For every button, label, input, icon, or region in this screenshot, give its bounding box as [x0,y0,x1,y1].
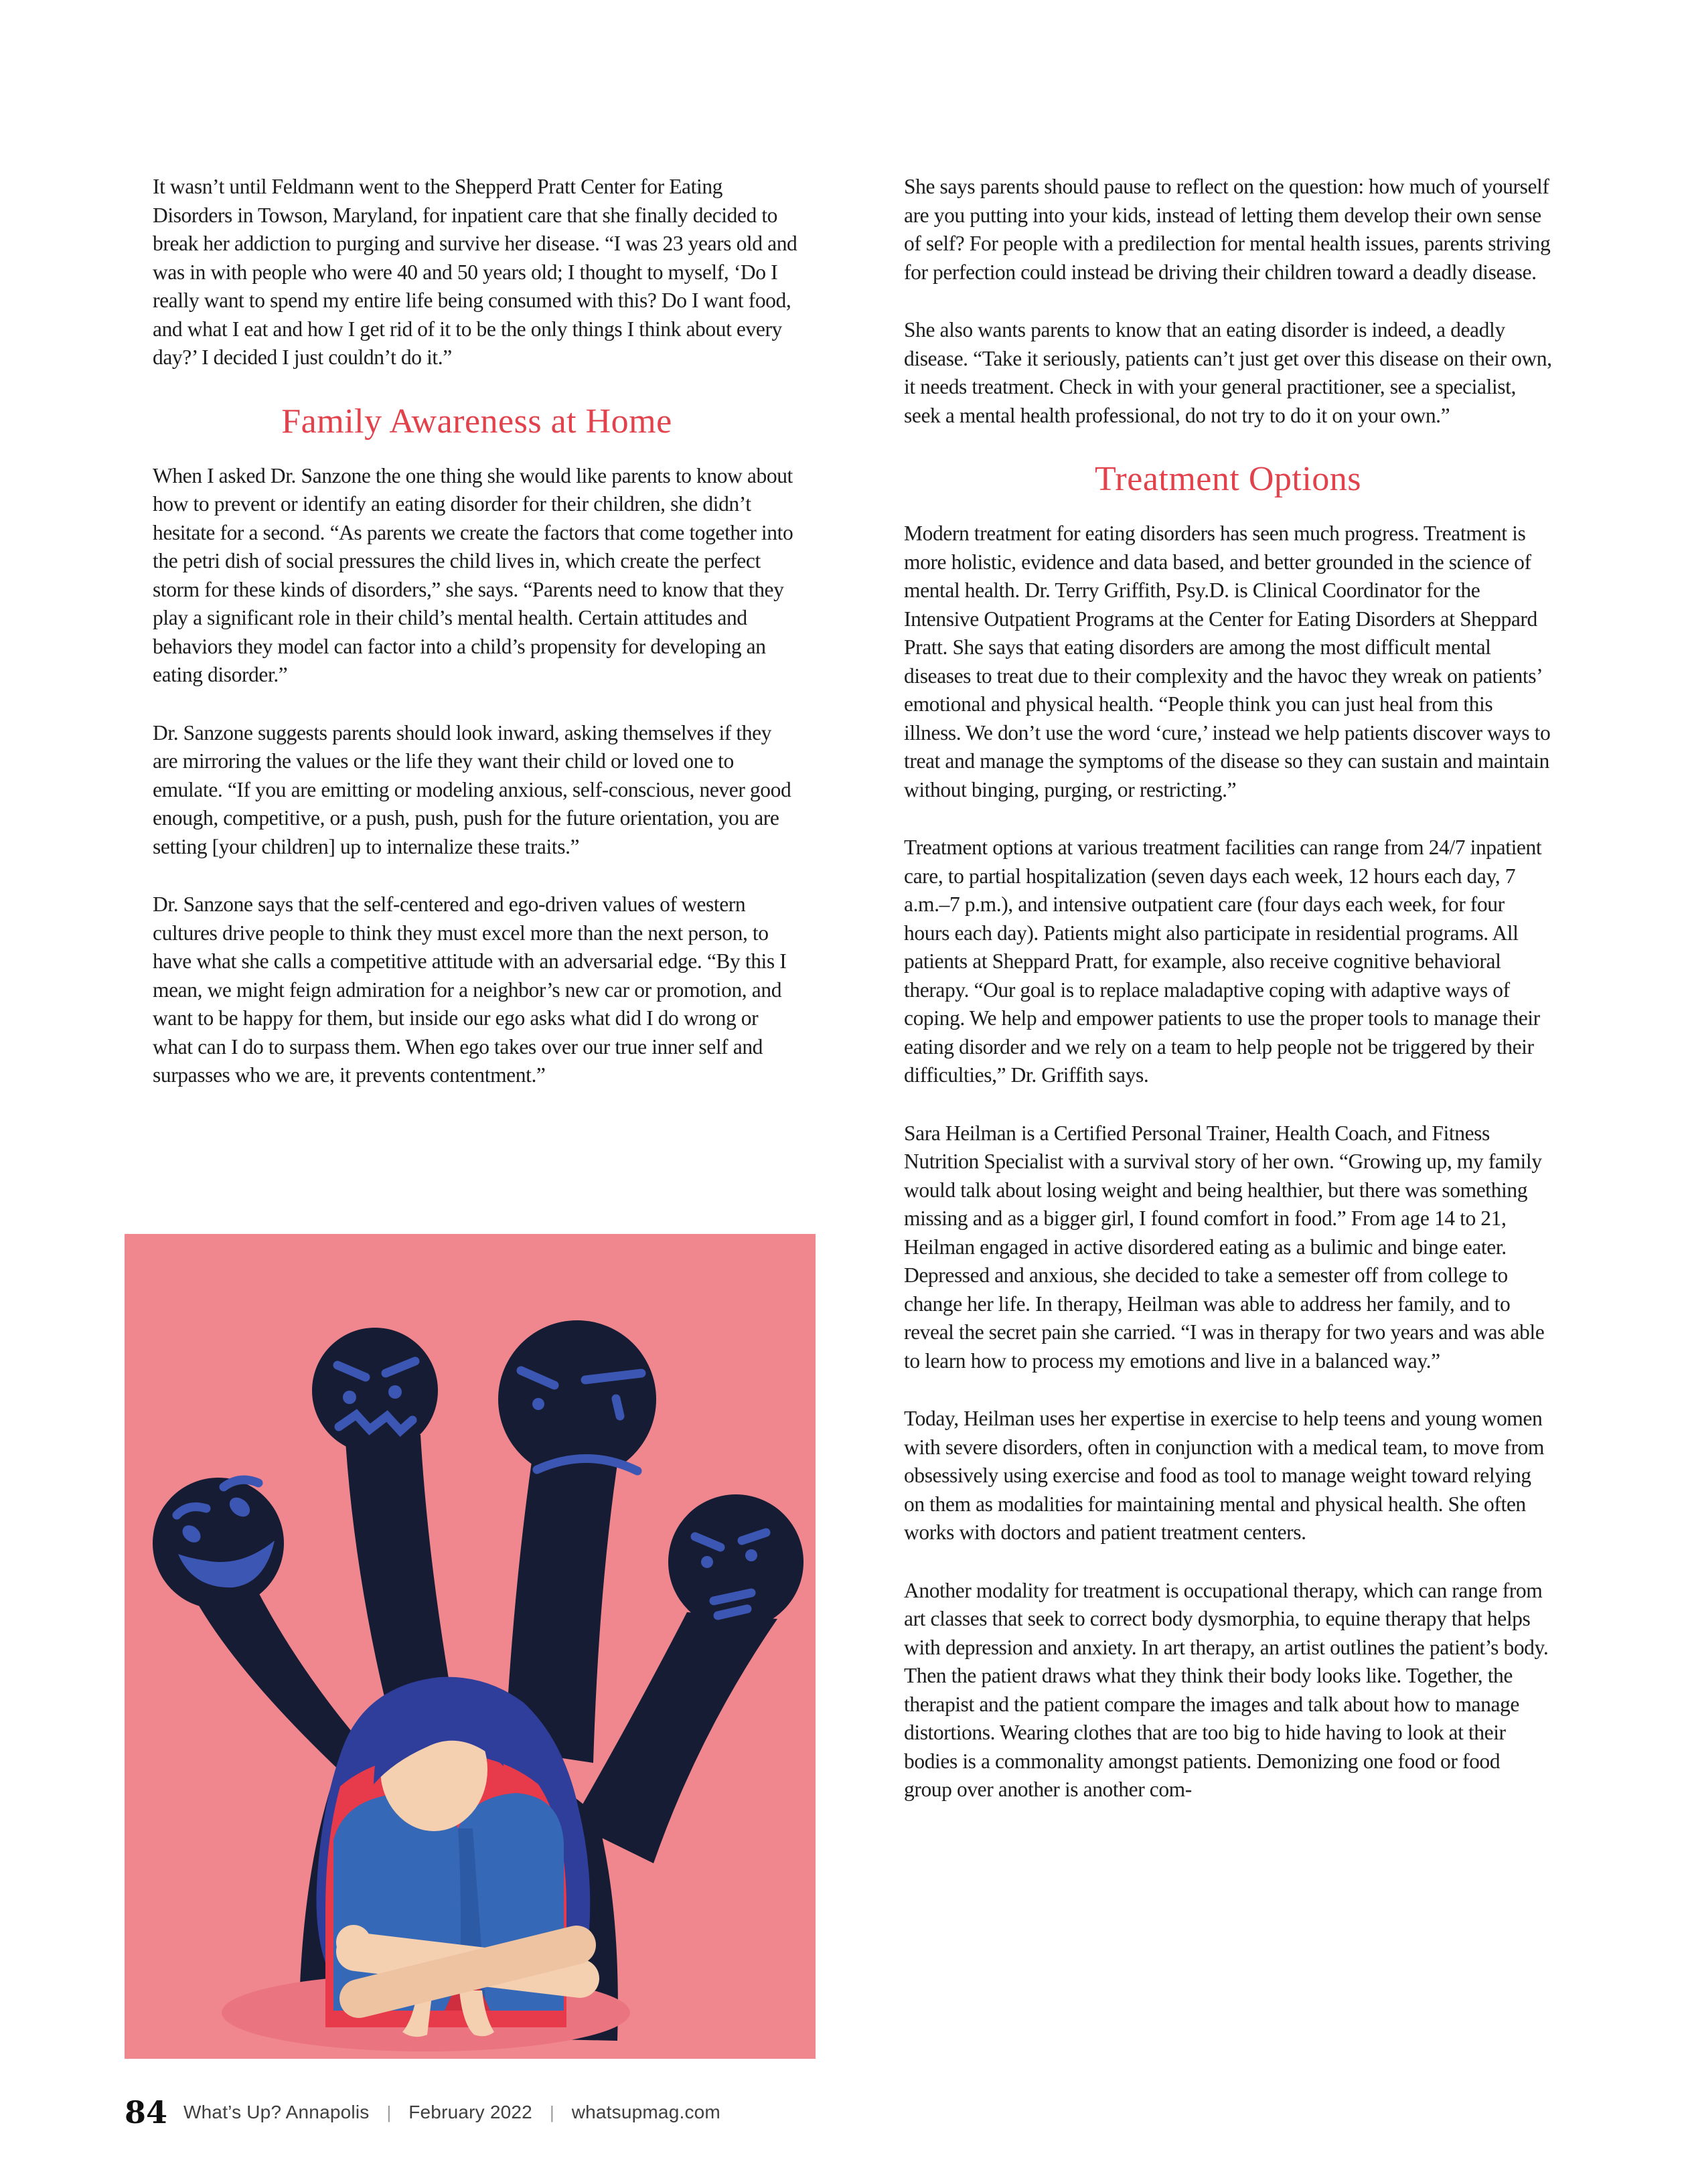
paragraph-sanzone-look-inward: Dr. Sanzone suggests parents should look inward, asking themselves if they are mirroring the values or the life they want their child or loved one to emulate. “If you are emitting or modeling anxious, self-conscious, never good enough, competitive, or a push, push, push for the future orientation, you are setting [your children] up to internalize these traits.” [153,720,791,858]
paragraph-occupational-therapy: Another modality for treatment is occupational therapy, which can range from art classes that seek to correct body dysmorphia, to equine therapy that helps with depression and anxiety. In art therapy, an artist outlines the patient’s body. Then the patient draws what they think their body looks like. Together, the therapist and the patient compare the images and talk about how to manage distortions. Wearing clothes that are too big to hide having to look at their bodies is a commonality amongst patients. Demonizing one food or food group over another is another com- [904,1578,1549,1801]
paragraph-treatment-facilities: Treatment options at various treatment facilities can range from 24/7 inpatient care, to partial hospitalization (seven days each week, 12 hours each day, 7 a.m.–7 p.m.), and intensive outpatient care (four days each week, for four hours each day). Patients might also participate in residential programs. All patients at Sheppard Pratt, for example, also receive cognitive behavioral therapy. “Our goal is to replace maladaptive coping with adaptive ways of coping. We help and empower patients to use the proper tools to manage their eating disorder and we rely on a team to help people not be triggered by their difficulties,” Dr. Griffith says. [904,836,1542,1087]
smirking-face-eye-left-icon [701,1556,713,1568]
footer-magazine-name: What’s Up? Annapolis [183,2102,370,2122]
footer-website: whatsupmag.com [571,2102,720,2122]
footer-separator: | [386,2102,392,2122]
right-column [904,173,1552,1834]
paragraph-sara-heilman: Sara Heilman is a Certified Personal Trainer, Health Coach, and Fitness Nutrition Specialist with a survival story of her own. “Growing up, my family would talk about losing weight and being healthier, but there was something missing and as a bigger girl, I found comfort in food.” From age 14 to 21, Heilman engaged in active disordered eating as a bulimic and binge eater. Depressed and anxious, she decided to take a semester off from college to change her life. In therapy, Heilman was able to address her family, and to reveal the secret pain she carried. “I was in therapy for two years and was able to learn how to process my emotions and live in a balanced way.” [904,1121,1545,1373]
paragraph-modern-treatment: Modern treatment for eating disorders has seen much progress. Treatment is more holistic, evidence and data based, and better grounded in the science of mental health. Dr. Terry Griffith, Psy.D. is Clinical Coordinator for the Intensive Outpatient Programs at the Center for Eating Disorders at Sheppard Pratt. She says that eating disorders are among the most difficult mental diseases to treat due to their complexity and the havoc they wreak on patients’ emotional and physical health. “People think you can just heal from this illness. We don’t use the word ‘cure,’ instead we help patients discover ways to treat and manage the symptoms of the disease so they can sustain and maintain without binging, purging, or restricting.” [904,522,1551,801]
paragraph-sanzone-parents: When I asked Dr. Sanzone the one thing she would like parents to know about how to prevent or identify an eating disorder for their children, she didn’t hesitate for a second. “As parents we create the factors that come together into the petri dish of social pressures the child lives in, which create the perfect storm for these kinds of disorders,” she says. “Parents need to know that they play a significant role in their child’s mental health. Certain attitudes and behaviors they model can factor into a child’s propensity for developing an eating disorder.” [153,463,793,686]
paragraph-deadly-disease: She also wants parents to know that an eating disorder is indeed, a deadly disease. “Take it seriously, patients can’t just get over this disease on their own, it needs treatment. Check in with your general practitioner, see a specialist, seek a mental health professional, do not try to do it on your own.” [904,318,1552,427]
girl-hand [336,1925,371,1960]
section-heading-family-awareness: Family Awareness at Home [281,402,672,441]
footer-issue-date: February 2022 [408,2102,532,2122]
smirking-face-eye-right-icon [745,1549,757,1561]
gritting-face-eye-right-icon [388,1385,402,1399]
left-column [153,173,801,1119]
section-heading-treatment-options: Treatment Options [1094,460,1362,498]
frowning-face-eye-right-icon [616,1399,620,1416]
illustration-svg [125,1234,816,2059]
paragraph-feldmann-recovery: It wasn’t until Feldmann went to the Shepperd Pratt Center for Eating Disorders in Towson, Maryland, for inpatient care that she finally decided to break her addiction to purging and survive her disease. “I was 23 years old and was in with people who were 40 and 50 years old; I thought to myself, ‘Do I really want to spend my entire life being consumed with this? Do I want food, and what I eat and how I get rid of it to be the only things I think about every day?’ I decided I just couldn’t do it.” [153,175,797,369]
gritting-face-eye-left-icon [343,1391,356,1404]
frowning-face-eye-left-icon [532,1398,544,1410]
paragraph-parents-reflect: She says parents should pause to reflect on the question: how much of yourself are you putting into your kids, instead of letting them develop their own sense of self? For people with a predilection for mental health issues, parents striving for perfection could instead be driving their children toward a deadly disease. [904,175,1551,284]
page-footer [125,2094,720,2130]
paragraph-sanzone-ego: Dr. Sanzone says that the self-centered and ego-driven values of western cultures drive people to think they must excel more than the next person, to have what she calls a competitive attitude with an adversarial edge. “By this I mean, we might feign admiration for a neighbor’s new car or promotion, and want to be happy for them, but inside our ego asks what did I do wrong or what can I do to surpass them. When ego takes over our true inner self and surpasses who we are, it prevents contentment.” [153,892,787,1087]
paragraph-heilman-today: Today, Heilman uses her expertise in exercise to help teens and young women with severe disorders, often in conjunction with a medical team, to move from obsessively using exercise and food as tool to manage weight toward relying on them as modalities for maintaining mental and physical health. She often works with doctors and patient treatment centers. [904,1407,1544,1544]
page-number: 84 [125,2094,168,2130]
footer-separator: | [549,2102,554,2122]
ghost-head-gritting [312,1328,438,1454]
illustration-negative-voices [125,1234,816,2059]
ghost-head-smiling [153,1478,284,1609]
